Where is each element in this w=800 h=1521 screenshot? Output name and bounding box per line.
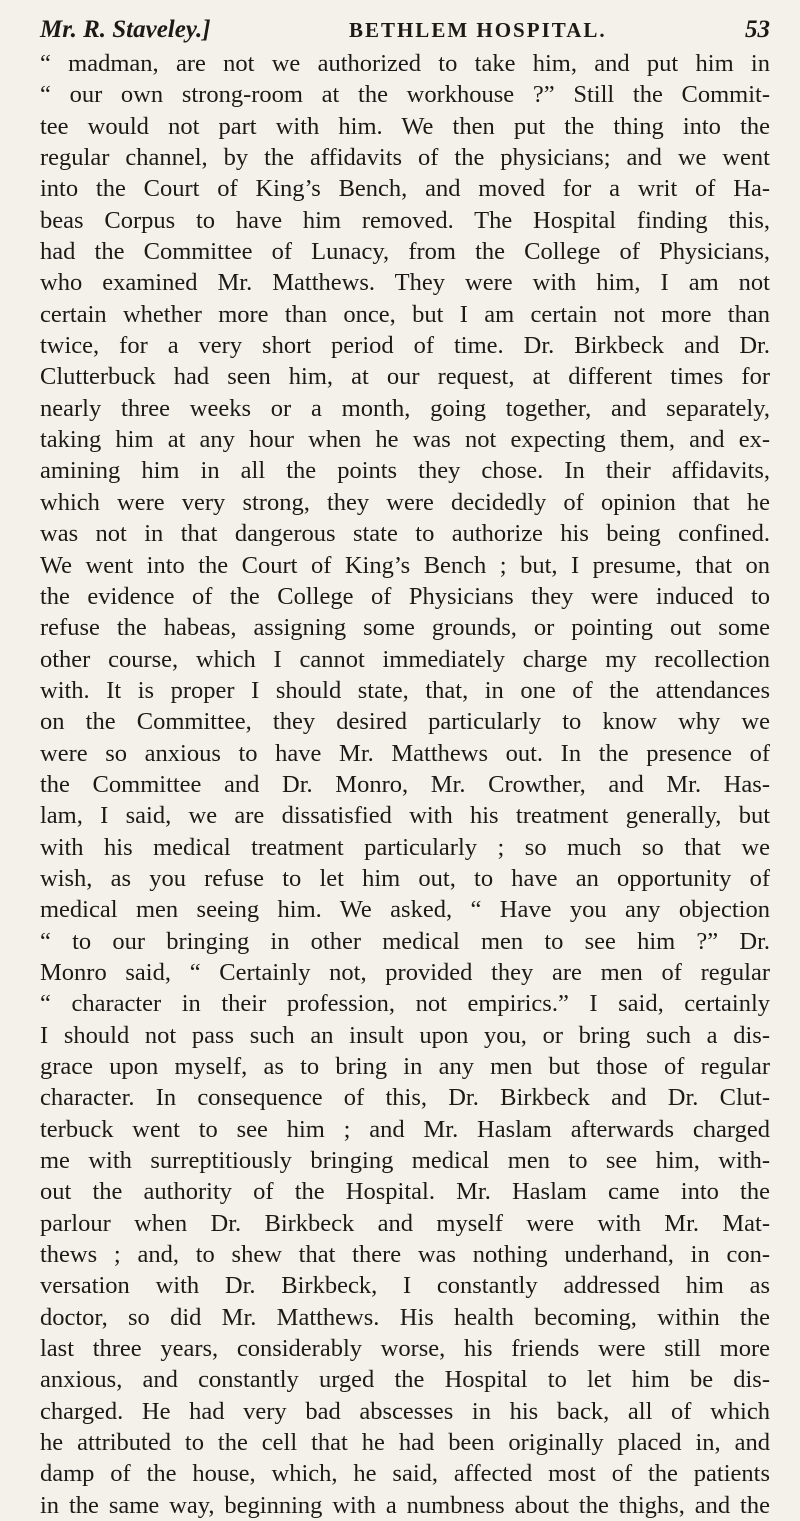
- text-line: amining him in all the points they chose. In their affidavits,: [40, 457, 770, 485]
- text-line: me with surreptitiously bringing medical men to see him, with-: [40, 1147, 770, 1175]
- text-line: grace upon myself, as to bring in any men but those of regular: [40, 1053, 770, 1080]
- text-line: were so anxious to have Mr. Matthews out. In the presence of: [40, 739, 770, 767]
- text-line: which were very strong, they were decidedly of opinion that he: [40, 488, 770, 516]
- text-line: Clutterbuck had seen him, at our request, at different times for: [40, 363, 770, 391]
- text-line: Monro said, “ Certainly not, provided they are men of regular: [40, 958, 770, 986]
- text-line: tee would not part with him. We then put the thing into the: [40, 112, 770, 140]
- body-text: [40, 48, 770, 1521]
- text-line: taking him at any hour when he was not expecting them, and ex-: [40, 426, 770, 454]
- text-line: twice, for a very short period of time. Dr. Birkbeck and Dr.: [40, 332, 770, 360]
- text-line: into the Court of King’s Bench, and moved for a writ of Ha-: [40, 175, 770, 203]
- text-line: “ madman, are not we authorized to take him, and put him in: [40, 50, 770, 77]
- text-line: wish, as you refuse to let him out, to have an opportunity of: [40, 864, 770, 892]
- text-line: beas Corpus to have him removed. The Hospital finding this,: [40, 206, 770, 234]
- text-line: he attributed to the cell that he had been originally placed in, and: [40, 1429, 770, 1457]
- text-line: “ our own strong-room at the workhouse ?” Still the Commit-: [40, 81, 770, 109]
- text-line: We went into the Court of King’s Bench ; but, I presume, that on: [40, 551, 770, 579]
- text-line: refuse the habeas, assigning some grounds, or pointing out some: [40, 614, 770, 642]
- text-line: was not in that dangerous state to authorize his being confined.: [40, 520, 770, 548]
- text-line: “ to our bringing in other medical men to see him ?” Dr.: [40, 927, 770, 955]
- running-head-author: Mr. R. Staveley.]: [40, 16, 211, 43]
- text-line: with. It is proper I should state, that, in one of the attendances: [40, 676, 770, 704]
- text-line: the evidence of the College of Physicians they were induced to: [40, 582, 770, 610]
- text-line: in the same way, beginning with a numbness about the thighs, and the: [40, 1491, 770, 1519]
- text-line: parlour when Dr. Birkbeck and myself were with Mr. Mat-: [40, 1209, 770, 1237]
- text-line: with his medical treatment particularly ; so much so that we: [40, 833, 770, 861]
- text-line: “ character in their profession, not empirics.” I said, certainly: [40, 990, 770, 1018]
- text-line: damp of the house, which, he said, affected most of the patients: [40, 1460, 770, 1488]
- text-line: thews ; and, to shew that there was nothing underhand, in con-: [40, 1241, 770, 1269]
- text-line: nearly three weeks or a month, going together, and separately,: [40, 394, 770, 422]
- text-line: medical men seeing him. We asked, “ Have you any objection: [40, 896, 770, 924]
- text-line: on the Committee, they desired particularly to know why we: [40, 708, 770, 736]
- running-head-title: BETHLEM HOSPITAL.: [348, 18, 607, 42]
- text-line: had the Committee of Lunacy, from the College of Physicians,: [40, 238, 770, 266]
- text-line: the Committee and Dr. Monro, Mr. Crowther, and Mr. Has-: [40, 770, 770, 798]
- text-line: certain whether more than once, but I am certain not more than: [40, 300, 770, 328]
- text-line: anxious, and constantly urged the Hospital to let him be dis-: [40, 1366, 770, 1394]
- text-line: character. In consequence of this, Dr. Birkbeck and Dr. Clut-: [40, 1084, 770, 1112]
- text-line: lam, I said, we are dissatisfied with his treatment generally, but: [40, 802, 770, 830]
- text-line: out the authority of the Hospital. Mr. Haslam came into the: [40, 1178, 770, 1206]
- text-line: last three years, considerably worse, his friends were still more: [40, 1335, 770, 1363]
- text-line: doctor, so did Mr. Matthews. His health becoming, within the: [40, 1303, 770, 1331]
- page-number: 53: [744, 16, 770, 43]
- text-line: who examined Mr. Matthews. They were with him, I am not: [40, 269, 770, 297]
- text-line: regular channel, by the affidavits of the physicians; and we went: [40, 144, 770, 172]
- text-line: charged. He had very bad abscesses in his back, all of which: [40, 1397, 770, 1425]
- running-head: [40, 14, 770, 46]
- text-line: other course, which I cannot immediately charge my recollection: [40, 645, 770, 673]
- text-line: terbuck went to see him ; and Mr. Haslam afterwards charged: [40, 1115, 770, 1143]
- text-line: versation with Dr. Birkbeck, I constantly addressed him as: [40, 1272, 770, 1300]
- text-line: I should not pass such an insult upon you, or bring such a dis-: [40, 1021, 770, 1049]
